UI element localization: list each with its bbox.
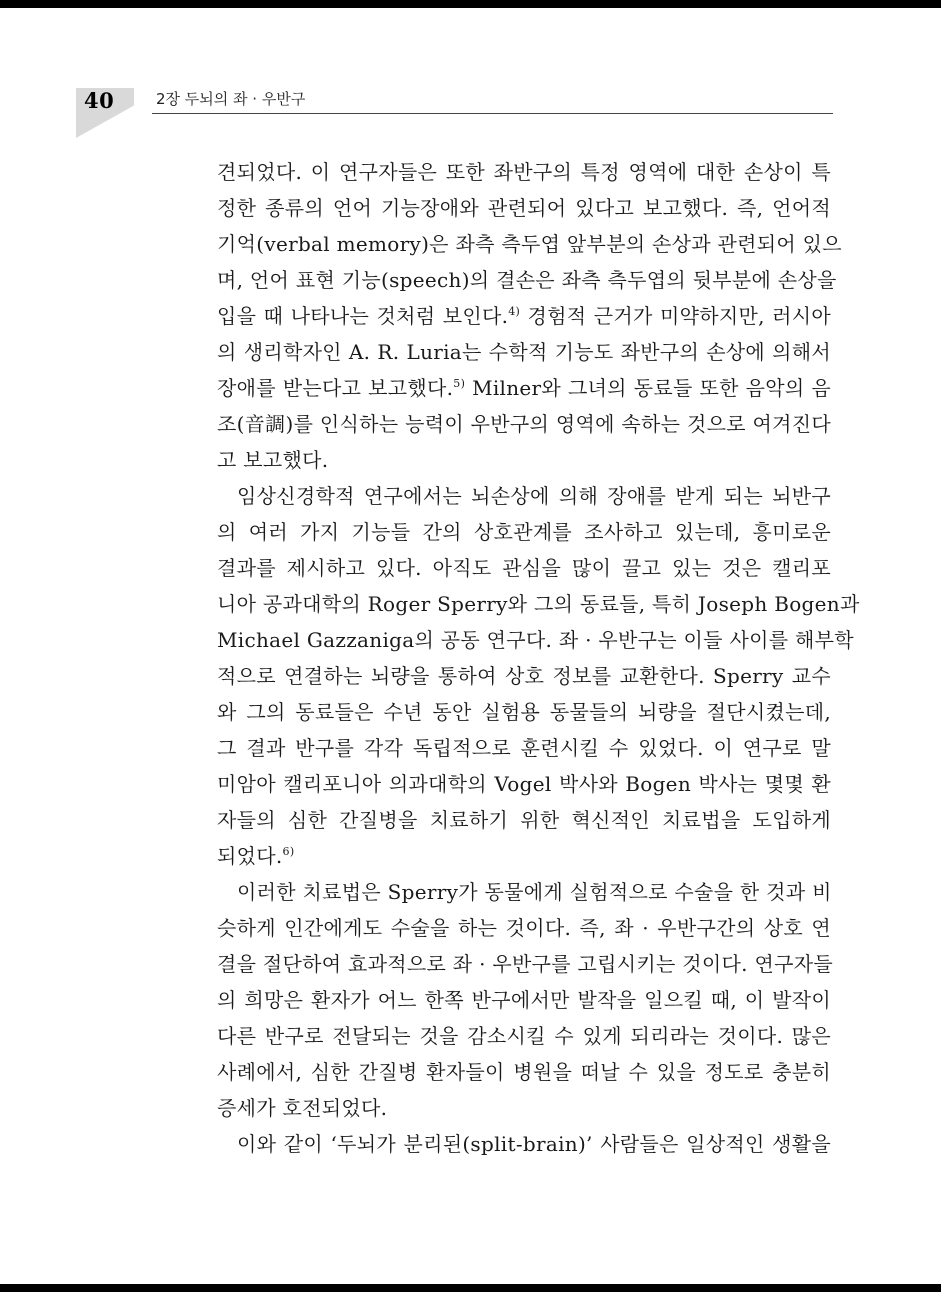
text-segment: 니아 공과대학의 Roger Sperry와 그의 동료들, 특히 Joseph Bogen과 [217,592,860,616]
text-line [217,406,831,442]
text-line [217,226,842,262]
text-line [217,442,831,478]
text-line [217,370,831,406]
text-segment: 사례에서, 심한 간질병 환자들이 병원을 떠날 수 있을 정도로 충분히 [217,1060,831,1084]
text-line [217,154,831,190]
text-segment: 며, 언어 표현 기능(speech)의 결손은 좌측 측두엽의 뒷부분에 손상을 [217,268,837,292]
text-segment: 입을 때 나타나는 것처럼 보인다. [217,304,509,328]
text-segment: 고 보고했다. [217,448,329,472]
text-segment: 되었다. [217,844,283,868]
text-line [217,550,831,586]
top-border [0,0,941,8]
text-segment: 장애를 받는다고 보고했다. [217,376,454,400]
text-segment: 미암아 캘리포니아 의과대학의 Vogel 박사와 Bogen 박사는 몇몇 환 [217,772,831,796]
text-segment: 임상신경학적 연구에서는 뇌손상에 의해 장애를 받게 되는 뇌반구 [237,484,831,508]
text-segment: 의 희망은 환자가 어느 한쪽 반구에서만 발작을 일으킬 때, 이 발작이 [217,988,831,1012]
paragraph [217,1126,831,1162]
paragraph [217,874,831,1126]
text-line [217,478,831,514]
text-line [217,1054,831,1090]
text-segment: 와 그의 동료들은 수년 동안 실험용 동물들의 뇌량을 절단시켰는데, [217,700,831,724]
text-line [217,658,831,694]
text-segment: 정한 종류의 언어 기능장애와 관련되어 있다고 보고했다. 즉, 언어적 [217,196,831,220]
bottom-border [0,1284,941,1292]
header-rule [152,113,833,114]
text-line [217,874,831,910]
text-segment: 경험적 근거가 미약하지만, 러시아 [520,304,831,328]
text-segment: 슷하게 인간에게도 수술을 하는 것이다. 즉, 좌 · 우반구간의 상호 연 [217,916,831,940]
text-segment: 이러한 치료법은 Sperry가 동물에게 실험적으로 수술을 한 것과 비 [237,880,832,904]
text-segment: 기억(verbal memory)은 좌측 측두엽 앞부분의 손상과 관련되어 있으 [217,232,842,256]
text-line [217,1090,831,1126]
text-segment: 의 여러 가지 기능들 간의 상호관계를 조사하고 있는데, 흥미로운 [217,520,831,544]
chapter-title: 2장 두뇌의 좌 · 우반구 [156,90,306,108]
text-line [217,838,831,874]
text-segment: 증세가 호전되었다. [217,1096,388,1120]
text-line [217,262,837,298]
text-line [217,694,831,730]
text-line [217,910,831,946]
text-line [217,514,831,550]
text-line [217,766,831,802]
footnote-marker: 5) [453,377,466,390]
text-line [217,1018,831,1054]
text-line [217,586,860,622]
text-segment: 자들의 심한 간질병을 치료하기 위한 혁신적인 치료법을 도입하게 [217,808,831,832]
text-line [217,334,831,370]
text-line [217,1126,831,1162]
text-segment: 조(音調)를 인식하는 능력이 우반구의 영역에 속하는 것으로 여겨진다 [217,412,831,436]
footnote-marker: 4) [508,305,521,318]
text-line [217,622,854,658]
paragraph [217,154,842,478]
text-segment: 그 결과 반구를 각각 독립적으로 훈련시킬 수 있었다. 이 연구로 말 [217,736,831,760]
text-segment: 견되었다. 이 연구자들은 또한 좌반구의 특정 영역에 대한 손상이 특 [217,160,831,184]
text-segment: 의 생리학자인 A. R. Luria는 수학적 기능도 좌반구의 손상에 의해서 [217,340,831,364]
text-segment: 결을 절단하여 효과적으로 좌 · 우반구를 고립시키는 것이다. 연구자들 [217,952,833,976]
text-line [217,982,831,1018]
paragraph [217,478,860,874]
text-line [217,730,831,766]
text-segment: 결과를 제시하고 있다. 아직도 관심을 많이 끌고 있는 것은 캘리포 [217,556,831,580]
page-number: 40 [84,88,115,113]
text-line [217,190,831,226]
text-line [217,802,831,838]
footnote-marker: 6) [282,845,295,858]
text-segment: 이와 같이 ‘두뇌가 분리된(split-brain)’ 사람들은 일상적인 생활을 [237,1132,831,1156]
text-segment: 적으로 연결하는 뇌량을 통하여 상호 정보를 교환한다. Sperry 교수 [217,664,831,688]
text-line [217,298,831,334]
text-segment: 다른 반구로 전달되는 것을 감소시킬 수 있게 되리라는 것이다. 많은 [217,1024,831,1048]
text-segment: Milner와 그녀의 동료들 또한 음악의 음 [465,376,831,400]
text-segment: Michael Gazzaniga의 공동 연구다. 좌 · 우반구는 이들 사이를 해부학 [217,628,854,652]
body-text [217,154,860,1162]
text-line [217,946,831,982]
